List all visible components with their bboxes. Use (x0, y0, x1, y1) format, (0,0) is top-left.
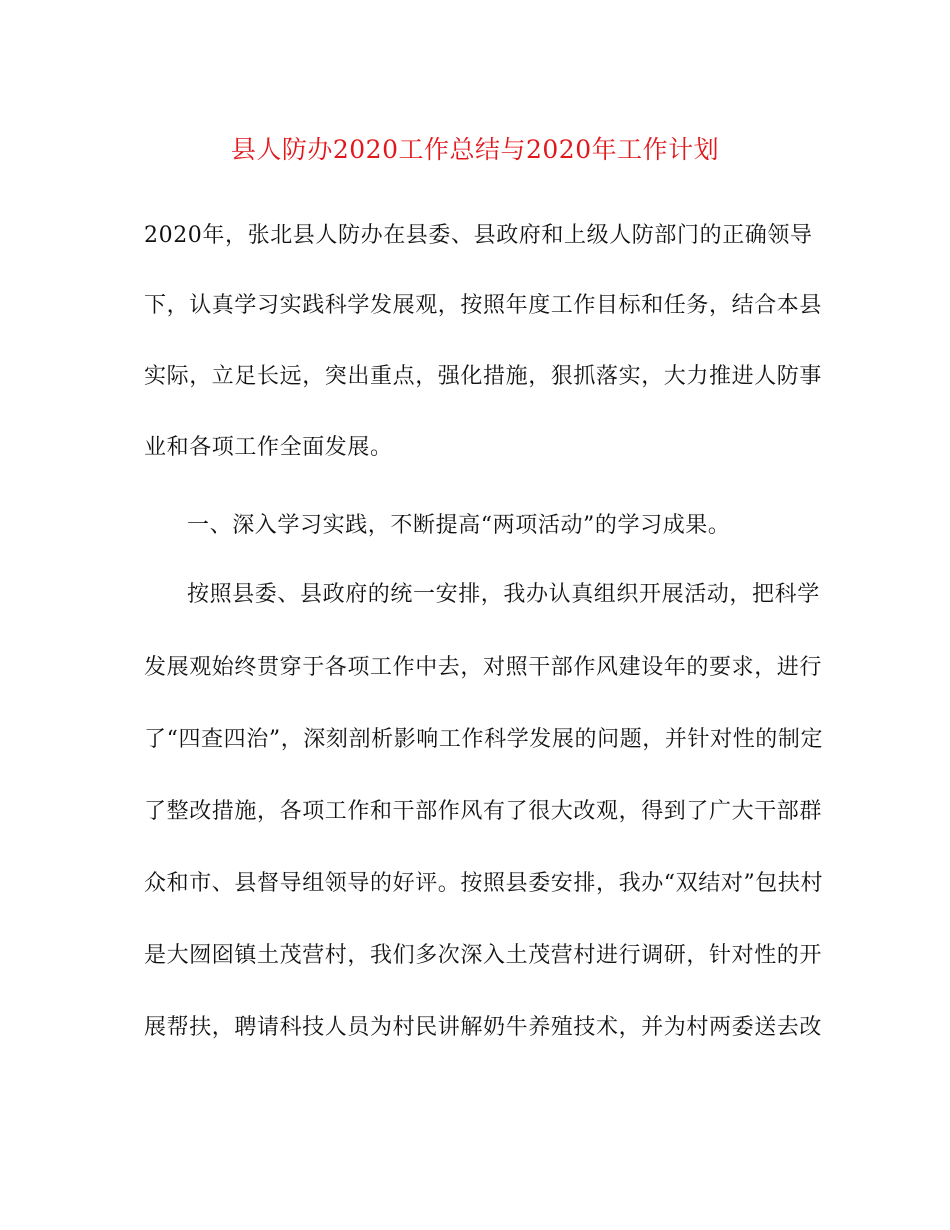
paragraph-line: 实际，立足长远，突出重点，强化措施，狠抓落实，大力推进人防事 (144, 364, 823, 389)
paragraph-line: 2020年，张北县人防办在县委、县政府和上级人防部门的正确领导 (144, 223, 813, 248)
paragraph-line: 下，认真学习实践科学发展观，按照年度工作目标和任务，结合本县 (144, 293, 823, 318)
paragraph-line: 按照县委、县政府的统一安排，我办认真组织开展活动，把科学 (187, 582, 820, 607)
paragraph-line: 业和各项工作全面发展。 (144, 435, 393, 460)
paragraph-line: 发展观始终贯穿于各项工作中去，对照干部作风建设年的要求，进行 (144, 655, 823, 680)
paragraph-line: 是大囫囵镇土茂营村，我们多次深入土茂营村进行调研，针对性的开 (144, 943, 823, 968)
paragraph-line: 了“四查四治”，深刻剖析影响工作科学发展的问题，并针对性的制定 (144, 727, 824, 752)
paragraph-line: 了整改措施，各项工作和干部作风有了很大改观，得到了广大干部群 (144, 799, 823, 824)
section-heading: 一、深入学习实践，不断提高“两项活动”的学习成果。 (187, 513, 731, 538)
document-title: 县人防办2020工作总结与2020年工作计划 (230, 135, 720, 164)
paragraph-line: 众和市、县督导组领导的好评。按照县委安排，我办“双结对”包扶村 (144, 871, 824, 896)
paragraph-line: 展帮扶，聘请科技人员为村民讲解奶牛养殖技术，并为村两委送去改 (144, 1015, 823, 1040)
